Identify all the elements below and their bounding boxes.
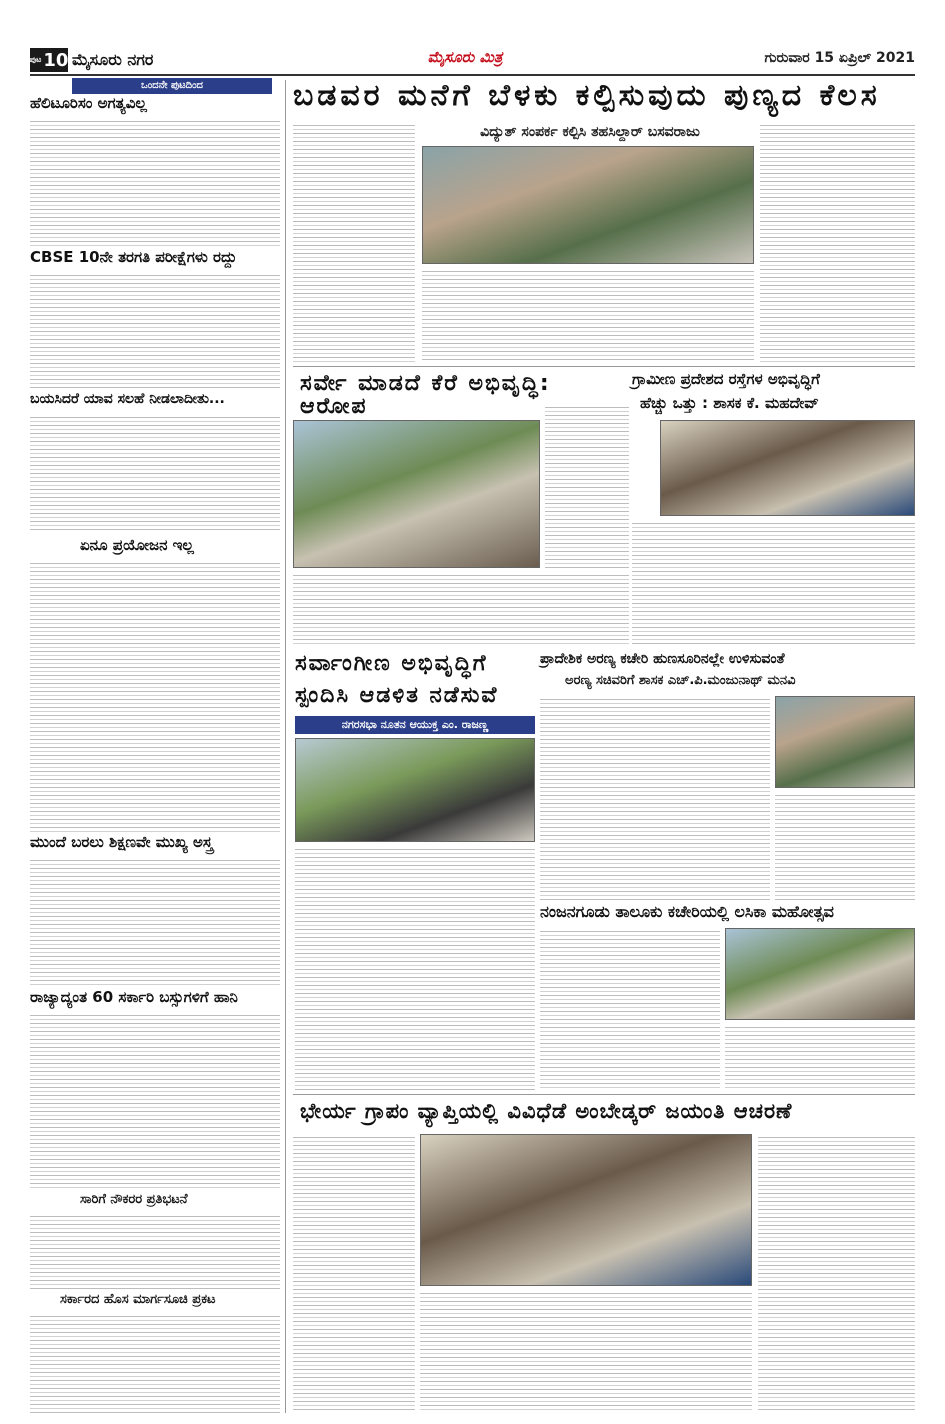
story-survey-headline: ಸರ್ವೇ ಮಾಡದೆ ಕೆರೆ ಅಭಿವೃದ್ಧಿ: ಆರೋಪ [300,371,551,420]
left-headline-7: ಸಾರಿಗೆ ನೌಕರರ ಪ್ರತಿಭಟನೆ [80,1192,188,1207]
left-article-1 [30,118,280,246]
left-article-3 [30,414,280,532]
story-vaccine-photo [725,928,915,1020]
lead-text-left [293,122,415,362]
left-headline-6: ರಾಜ್ಯಾದ್ಯಂತ 60 ಸರ್ಕಾರಿ ಬಸ್ಸುಗಳಿಗೆ ಹಾನಿ [30,988,238,1006]
story-vaccine-text-2 [725,1024,915,1090]
left-headline-2: CBSE 10ನೇ ತರಗತಿ ಪರೀಕ್ಷೆಗಳು ರದ್ದು [30,248,237,266]
story-survey-text-2 [293,572,629,644]
left-headline-5: ಮುಂದೆ ಬರಲು ಶಿಕ್ಷಣವೇ ಮುಖ್ಯ ಅಸ್ತ್ರ [30,833,213,851]
left-article-5 [30,857,280,987]
story-ambedkar-photo [420,1134,752,1286]
page-number-badge [30,48,68,72]
story-roads-text [632,520,915,644]
continued-kicker: ಒಂದನೇ ಪುಟದಿಂದ [72,78,272,94]
left-article-7 [30,1213,280,1291]
lead-text-right [760,122,915,362]
story-ambedkar-text-2 [420,1290,752,1413]
story-forest-text-1 [540,696,770,902]
left-article-2 [30,272,280,390]
lead-divider [293,366,915,367]
lead-subhead: ವಿದ್ಯುತ್ ಸಂಪರ್ಕ ಕಲ್ಪಿಸಿ ತಹಸಿಲ್ದಾರ್ ಬಸವರಾಜು [480,124,700,140]
story-ambedkar-text-3 [758,1134,915,1413]
left-article-8 [30,1313,280,1413]
section-title: ಮೈಸೂರು ನಗರ [72,50,154,69]
story-roads-subhead: ಹೆಚ್ಚು ಒತ್ತು : ಶಾಸಕ ಕೆ. ಮಹದೇವ್ [640,394,819,412]
story-vaccine-text-1 [540,928,720,1090]
lead-photo [422,146,754,264]
story-forest-subhead: ಅರಣ್ಯ ಸಚಿವರಿಗೆ ಶಾಸಕ ಎಚ್.ಪಿ.ಮಂಜುನಾಥ್ ಮನವಿ [565,673,796,688]
left-headline-1: ಹೆಲಿಟೂರಿಸಂ ಅಗತ್ಯವಿಲ್ಲ [30,94,147,112]
left-article-6 [30,1012,280,1190]
page-number: 10 [43,49,69,71]
story-forest-headline: ಪ್ರಾದೇಶಿಕ ಅರಣ್ಯ ಕಚೇರಿ ಹುಣಸೂರಿನಲ್ಲೇ ಉಳಿಸುವಂತೆ [540,651,785,667]
left-headline-3: ಬಯಸಿದರೆ ಯಾವ ಸಲಹೆ ನೀಡಲಾದೀತು... [30,391,225,407]
masthead: ಮೈಸೂರು ಮಿತ್ರ [427,48,503,66]
left-article-4 [30,560,280,832]
story-survey-text-1 [545,404,629,568]
page-label: ಪುಟ [29,55,42,64]
story-survey-photo [293,420,540,568]
story-forest-text-2 [775,792,915,902]
story-roads-photo [660,420,915,516]
bottom-divider [293,1094,915,1095]
story-commissioner-kicker: ನಗರಸಭಾ ನೂತನ ಆಯುಕ್ತ ಎಂ. ರಾಜಣ್ಣ [295,716,535,734]
left-headline-4: ಏನೂ ಪ್ರಯೋಜನ ಇಲ್ಲ [80,536,194,554]
story-vaccine-headline: ನಂಜನಗೂಡು ತಾಲೂಕು ಕಚೇರಿಯಲ್ಲಿ ಲಸಿಕಾ ಮಹೋತ್ಸವ [540,902,834,921]
lead-text-bottom [422,268,754,362]
story-ambedkar-text-1 [293,1134,415,1413]
story-commissioner-headline: ಸರ್ವಾಂಗೀಣ ಅಭಿವೃದ್ಧಿಗೆ [295,651,488,676]
story-commissioner-headline-2: ಸ್ಪಂದಿಸಿ ಆಡಳಿತ ನಡೆಸುವೆ [295,683,499,708]
issue-date: ಗುರುವಾರ 15 ಏಪ್ರಿಲ್ 2021 [764,50,915,66]
story-ambedkar-headline: ಭೇರ್ಯ ಗ್ರಾಪಂ ವ್ಯಾಪ್ತಿಯಲ್ಲಿ ವಿವಿಧೆಡೆ ಅಂಬೇಡ್ಕರ್ ಜಯಂತಿ ಆಚರಣೆ [300,1099,793,1123]
lead-headline: ಬಡವರ ಮನೆಗೆ ಬೆಳಕು ಕಲ್ಪಿಸುವುದು ಪುಣ್ಯದ ಕೆಲಸ [293,78,881,113]
header-rule [30,74,915,76]
story-commissioner-text [295,846,535,1090]
story-roads-headline: ಗ್ರಾಮೀಣ ಪ್ರದೇಶದ ರಸ್ತೆಗಳ ಅಭಿವೃದ್ಧಿಗೆ [632,370,820,388]
column-divider [285,80,286,1413]
left-headline-8: ಸರ್ಕಾರದ ಹೊಸ ಮಾರ್ಗಸೂಚಿ ಪ್ರಕಟ [60,1292,216,1307]
story-commissioner-photo [295,738,535,842]
story-forest-photo [775,696,915,788]
